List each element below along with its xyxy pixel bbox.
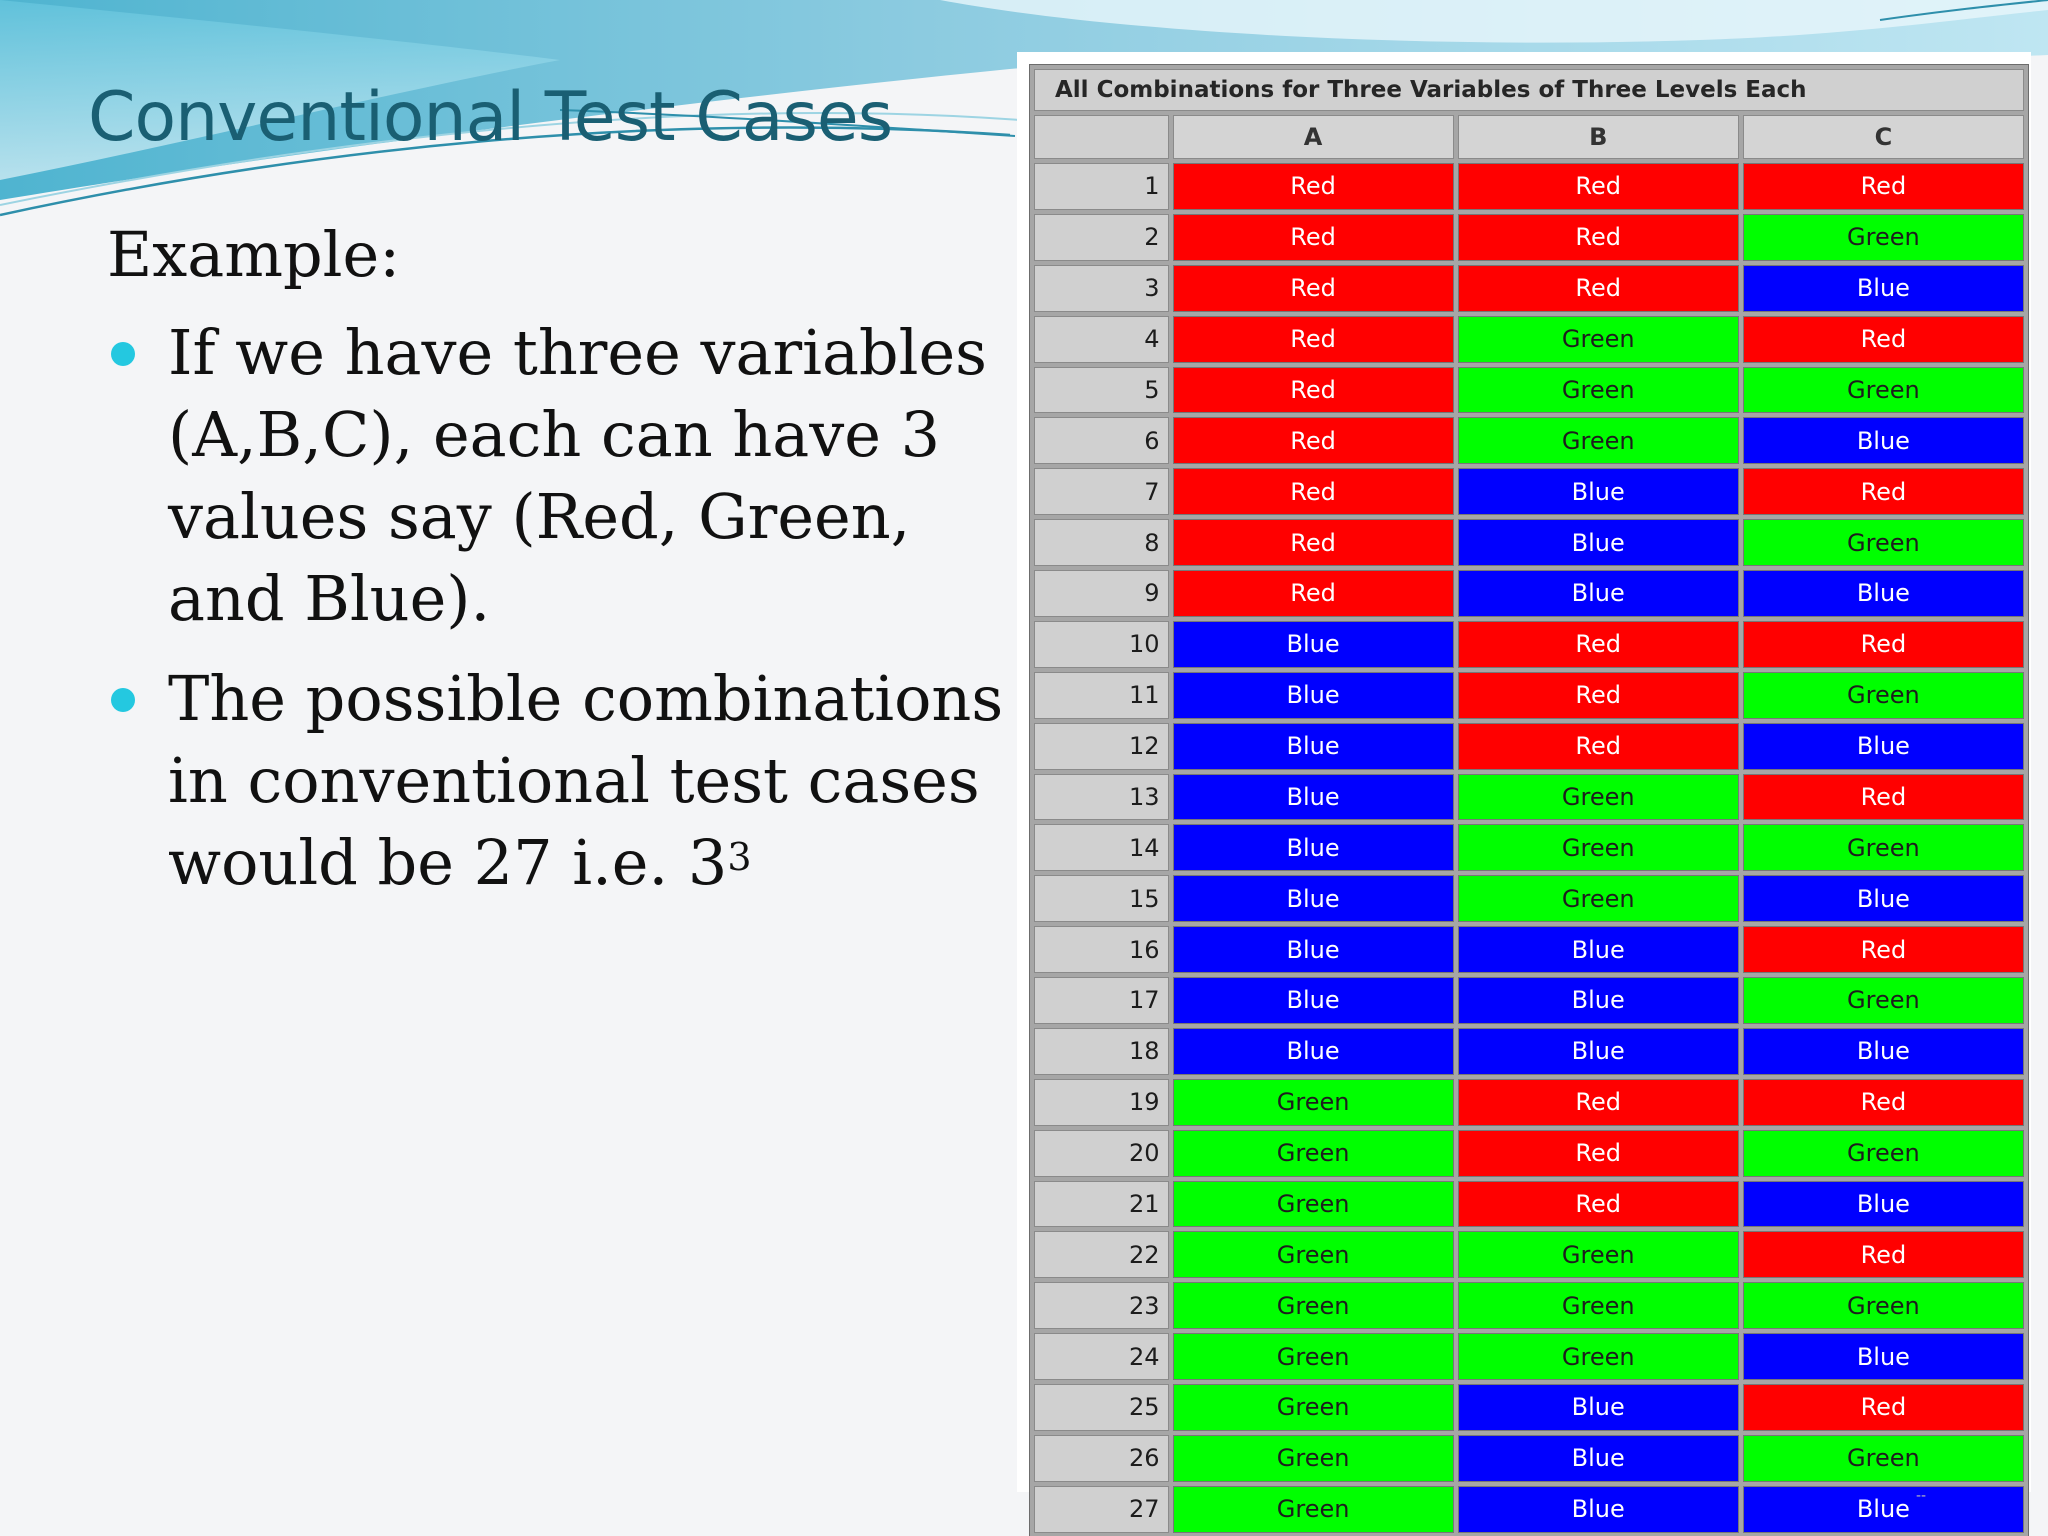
value-cell-b: Green [1458,774,1739,821]
column-header-a: A [1173,115,1454,159]
row-number-cell: 15 [1034,875,1169,922]
value-cell-a: Blue [1173,672,1454,719]
value-cell-a: Red [1173,519,1454,566]
table-row [1034,1435,2024,1482]
row-number-cell: 16 [1034,926,1169,973]
value-cell-b: Blue [1458,468,1739,515]
bullet-item [108,658,1008,904]
value-cell-a: Green [1173,1130,1454,1177]
value-cell-b: Green [1458,367,1739,414]
value-cell-c: Blue [1743,1333,2024,1380]
table-row [1034,774,2024,821]
table-row [1034,367,2024,414]
value-cell-b: Green [1458,1282,1739,1329]
value-cell-c: Green [1743,519,2024,566]
row-number-cell: 13 [1034,774,1169,821]
slide-title: Conventional Test Cases [88,78,893,157]
value-cell-a: Green [1173,1333,1454,1380]
value-cell-a: Blue [1173,1028,1454,1075]
row-number-cell: 6 [1034,417,1169,464]
row-number-cell: 9 [1034,570,1169,617]
row-number-cell: 23 [1034,1282,1169,1329]
value-cell-b: Blue [1458,1435,1739,1482]
table-row [1034,1130,2024,1177]
value-cell-a: Red [1173,367,1454,414]
value-cell-c: Red [1743,774,2024,821]
value-cell-b: Blue [1458,977,1739,1024]
row-number-cell: 22 [1034,1231,1169,1278]
bullet-dot-icon [111,688,135,712]
table-row [1034,621,2024,668]
table-row [1034,468,2024,515]
value-cell-b: Red [1458,163,1739,210]
value-cell-a: Red [1173,468,1454,515]
table-row [1034,570,2024,617]
value-cell-b: Red [1458,214,1739,261]
value-cell-b: Blue [1458,926,1739,973]
row-number-cell: 20 [1034,1130,1169,1177]
value-cell-c: Red [1743,316,2024,363]
value-cell-b: Red [1458,1130,1739,1177]
value-cell-b: Blue [1458,1384,1739,1431]
value-cell-b: Red [1458,1079,1739,1126]
value-cell-a: Green [1173,1435,1454,1482]
value-cell-a: Green [1173,1486,1454,1533]
value-cell-b: Blue [1458,1486,1739,1533]
value-cell-a: Red [1173,163,1454,210]
value-cell-a: Red [1173,316,1454,363]
value-cell-c: Red [1743,1231,2024,1278]
value-cell-a: Red [1173,417,1454,464]
slide-footnote: -- [1916,1488,1927,1504]
table-row [1034,1231,2024,1278]
table-row [1034,1486,2024,1533]
bullet-text: The possible combinations in conventional test cases would be 27 i.e. 3 [168,662,1004,899]
value-cell-c: Green [1743,977,2024,1024]
row-number-cell: 3 [1034,265,1169,312]
table-caption: All Combinations for Three Variables of Three Levels Each [1034,69,2024,111]
value-cell-c: Blue [1743,1181,2024,1228]
value-cell-b: Red [1458,1181,1739,1228]
value-cell-b: Green [1458,1333,1739,1380]
row-number-cell: 24 [1034,1333,1169,1380]
table-row [1034,1079,2024,1126]
value-cell-b: Green [1458,875,1739,922]
table-row [1034,824,2024,871]
value-cell-b: Green [1458,417,1739,464]
value-cell-a: Blue [1173,723,1454,770]
combination-table [1029,64,2029,1536]
row-number-cell: 14 [1034,824,1169,871]
bullet-item [108,312,1008,640]
value-cell-c: Red [1743,1384,2024,1431]
value-cell-c: Red [1743,926,2024,973]
table-row [1034,163,2024,210]
row-number-cell: 27 [1034,1486,1169,1533]
value-cell-a: Green [1173,1282,1454,1329]
table-row [1034,1028,2024,1075]
row-number-cell: 8 [1034,519,1169,566]
value-cell-a: Blue [1173,926,1454,973]
column-header-c: C [1743,115,2024,159]
value-cell-c: Red [1743,163,2024,210]
value-cell-c: Green [1743,672,2024,719]
value-cell-c: Blue [1743,1486,2024,1533]
value-cell-b: Blue [1458,1028,1739,1075]
table-row [1034,1333,2024,1380]
table-row [1034,926,2024,973]
row-number-cell: 5 [1034,367,1169,414]
value-cell-c: Blue [1743,875,2024,922]
value-cell-c: Green [1743,824,2024,871]
row-number-cell: 17 [1034,977,1169,1024]
value-cell-b: Green [1458,824,1739,871]
value-cell-c: Red [1743,1079,2024,1126]
table-row [1034,417,2024,464]
row-number-cell: 11 [1034,672,1169,719]
table-row [1034,316,2024,363]
table-row [1034,672,2024,719]
table-row [1034,1384,2024,1431]
row-number-cell: 26 [1034,1435,1169,1482]
value-cell-c: Green [1743,1435,2024,1482]
value-cell-a: Blue [1173,824,1454,871]
value-cell-c: Red [1743,621,2024,668]
table-row [1034,519,2024,566]
table-body [1034,163,2024,1533]
value-cell-a: Red [1173,265,1454,312]
row-number-cell: 1 [1034,163,1169,210]
value-cell-b: Red [1458,723,1739,770]
value-cell-a: Green [1173,1079,1454,1126]
bullet-superscript: 3 [727,835,752,879]
value-cell-b: Green [1458,1231,1739,1278]
value-cell-c: Blue [1743,723,2024,770]
example-heading: Example: [107,218,401,291]
value-cell-c: Green [1743,367,2024,414]
value-cell-b: Blue [1458,519,1739,566]
table-row [1034,265,2024,312]
value-cell-c: Red [1743,468,2024,515]
table-row [1034,977,2024,1024]
value-cell-b: Blue [1458,570,1739,617]
table-row [1034,1282,2024,1329]
table-row [1034,875,2024,922]
bullet-dot-icon [111,342,135,366]
value-cell-a: Green [1173,1384,1454,1431]
value-cell-a: Blue [1173,774,1454,821]
value-cell-c: Green [1743,1282,2024,1329]
value-cell-b: Red [1458,621,1739,668]
value-cell-a: Blue [1173,875,1454,922]
row-number-cell: 7 [1034,468,1169,515]
value-cell-a: Blue [1173,977,1454,1024]
value-cell-c: Blue [1743,265,2024,312]
value-cell-c: Green [1743,214,2024,261]
value-cell-a: Blue [1173,621,1454,668]
value-cell-b: Red [1458,265,1739,312]
bullet-text: If we have three variables (A,B,C), each can have 3 values say (Red, Green, and Blue). [168,316,987,635]
value-cell-b: Red [1458,672,1739,719]
row-number-cell: 4 [1034,316,1169,363]
value-cell-a: Red [1173,214,1454,261]
table-row [1034,723,2024,770]
header-corner-cell [1034,115,1169,159]
value-cell-a: Red [1173,570,1454,617]
value-cell-c: Blue [1743,1028,2024,1075]
value-cell-c: Blue [1743,417,2024,464]
table-row [1034,1181,2024,1228]
value-cell-a: Green [1173,1181,1454,1228]
row-number-cell: 2 [1034,214,1169,261]
value-cell-b: Green [1458,316,1739,363]
row-number-cell: 12 [1034,723,1169,770]
bullet-list [108,312,1008,922]
row-number-cell: 25 [1034,1384,1169,1431]
value-cell-a: Green [1173,1231,1454,1278]
column-header-b: B [1458,115,1739,159]
table-row [1034,214,2024,261]
table-header-row [1034,115,2024,159]
value-cell-c: Green [1743,1130,2024,1177]
combination-table-panel [1017,52,2031,1524]
value-cell-c: Blue [1743,570,2024,617]
row-number-cell: 21 [1034,1181,1169,1228]
row-number-cell: 10 [1034,621,1169,668]
row-number-cell: 19 [1034,1079,1169,1126]
row-number-cell: 18 [1034,1028,1169,1075]
